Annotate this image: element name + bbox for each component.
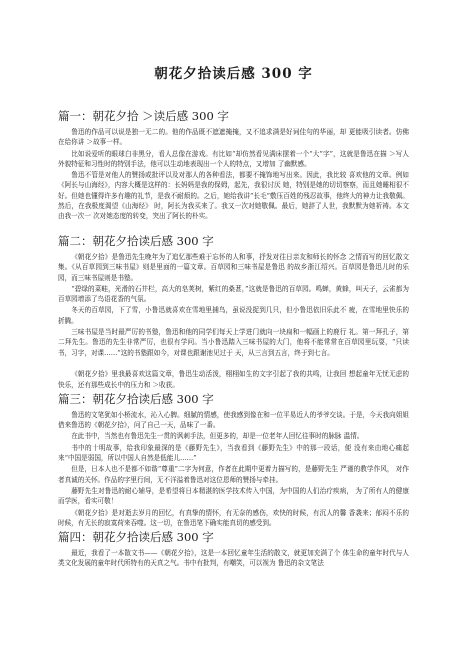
paragraph: 冬天的百草园，下了雪，小鲁迅就喜欢在雪地里捕鸟，虽说没捉到几只，但小鲁迅依旧乐此不 疲，在雪地里快乐的折腾。 [58,306,409,325]
paragraph: 在此书中，当然也有鲁迅先生一贯的讽刺手法，但更多的，却是一位老年人回忆往事时的脉脉 温情。 [71,432,364,441]
paragraph: 但是，日本人也不是都不如谐“尊重”二字为何意，作者在此期中更着力描写的，是藤野先生 严谨的教学作风， 对作者真诚的关怀。作品的字里行间，无不洋溢着鲁迅对这位恩师的赞扬与牵挂。 [58,465,409,484]
section-heading: 篇一：朝花夕拾 ＞读后感 300 字 [58,109,229,123]
section-4 [58,529,409,569]
document-title: 朝花夕拾读后感 300 字 [154,66,313,82]
paragraph: 鲁迅的文笔犹如小桥流水，沁入心脾。细腻的情感，使我感到像在和一位平易近人的爷爷交谈。于是，今天我向姐姐借来鲁迅的《朝花夕拾》，问了自己一天，品味了一番。 [58,410,409,430]
paragraph: 比如说爱听的眼球白非黑分，看人总像在游戏。有比如“却仿然看见满床摆着一个“大”字”，这就是鲁迅在描 ＞写人外貌特征和习性时的特别手法，他可以生动地表现出一个人的特点，又增加 了幽默感。 [58,149,409,168]
paragraph: 鲁迅的作品可以说是独一无二的。他的作品既不遮遮掩掩，又不追求满是好词佳句的华丽，却 更能吸引读者。仿佛在给你讲 ＞故事一样。 [58,128,409,147]
section-heading: 篇四：朝花夕拾读后感 300 字 [58,530,214,545]
paragraph: 《朝花夕拾》里我最喜欢这篇文章，鲁迅生动活泼，栩栩如生的文字引起了我的共鸣，让我回 想起童年无忧无虑的快乐，还有那些成长中的压力和 ＞收获。 [58,370,409,389]
section-heading: 篇三：朝花夕拾读后感 300 字 [58,391,214,406]
paragraph: 《朝花夕拾》是对逝去岁月的回忆，有真挚的情怀，有无奈的感伤，欢快的时候，有沉人的馨 香袭来；郁闷不乐的时候，有无长的寂寞荷来吞噬。这一切，在鲁迅笔下确实能真切的感受到。 [58,508,409,527]
paragraph: 三味书屋是当时最严厉的书塾，鲁迅和他的同学们每天上学进门就向一块扁和一幅画上的鹿行 礼。第一拜孔子，第二拜先生。鲁迅的先生非常严厉，也很有学问。当小鲁迅踏入三味书屋的大门，他将不能常常在百草园里玩耍，“只读书，习字，对课……”这的书塾跟如今，对课也跟谢池见过于 天，从三言到五言，终于到七言。 [58,328,409,357]
paragraph: 最近，我看了一本散文书——《朝花夕拾》，这是一本回忆童年生活的散文，就更加充满了个 体生命的童年时代与人类文化发展的童年时代所特有的天真之气。书中有批判，有嘲笑，可以视为 鲁迅的杂文笔法 [58,549,409,568]
section-1 [58,108,409,232]
paragraph: 书中的十明故事，给我印象最深的是《藤野先生》，当我看到《藤野先生》中的那一段话，便 没有来由地心痛起来“中国是弱国，所以中国人自然是低能儿……” [58,443,409,463]
section-3 [58,391,409,528]
paragraph: 《朝花夕拾》是鲁迅先生晚年为了追忆那些难于忘怀的人和事，抒发对往日亲友和师长的怀念 之情而写的回忆散文集。《从百草园到三味书屋》则是里面的一篇文章。百草园和三味书屋是鲁迅 的故乡浙江绍兴。百草园是鲁迅儿时的乐园，而三味书屋则是书塾。 [58,252,409,282]
paragraph: 鲁迅不管是对他人的赞扬或批评以及对那人的各种看法，都要不掩饰地写出来。因此，我比较 喜欢他的文章。例如《阿长与山海经》，内容大概是这样的：长妈妈是我的保姆，起先，我很讨厌 她，特别是她的切切察察，而且她睡相很不好。但她也懂得许多有趣的礼节，是我不耐烦的。之后，她给我讲“长毛”敷压百姓的残忍故事，他终大的神力让我敬佩。然后，在我极度渴望《山海经》 时，阿长为我买来了。我又一次对她敬佩。最后，她辞了人世，我默默为她祈祷。本文由我一次一 次对她态度的转变，突出了阿长的朴实。 [58,171,409,221]
paragraph: 藤野先生对鲁迅的耐心辅导，是希望将日本精湛的医学技术传入中国，为中国的人们治疗疾病， 为了所有人的健康而学医，看实可敬！ [58,486,409,506]
paragraph: “碧绿的菜畦，光滑的石井栏，高大的皂荚树，紫红的桑葚，”这就是鲁迅的百草园。鸣蝉，黄蜂，叫天子，云雀都为百草园增添了鸟语花香的气氛。 [58,284,409,304]
section-2 [58,233,409,390]
section-heading: 篇二：朝花夕拾读后感 300 字 [58,233,214,248]
